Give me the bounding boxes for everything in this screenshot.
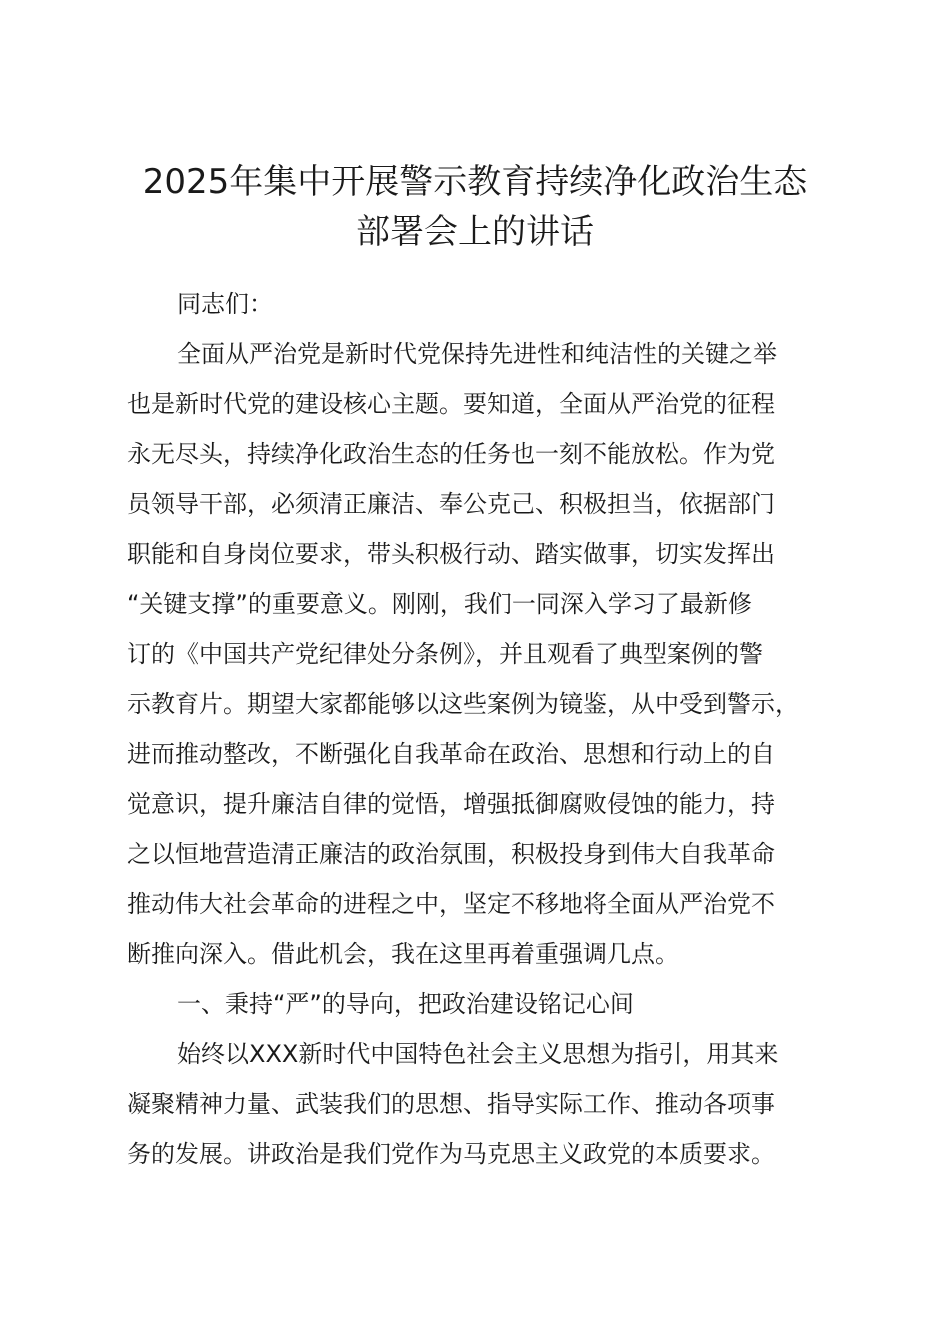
- section-heading: 一、秉持“严”的导向，把政治建设铭记心间: [177, 990, 634, 1018]
- body-line: 全面从严治党是新时代党保持先进性和纯洁性的关键之举: [177, 340, 777, 368]
- body-line: 之以恒地营造清正廉洁的政治氛围，积极投身到伟大自我革命: [127, 840, 775, 868]
- body-line: 订的《中国共产党纪律处分条例》，并且观看了典型案例的警: [127, 640, 763, 668]
- document-title-line-1: 2025年集中开展警示教育持续净化政治生态: [142, 162, 808, 202]
- body-line: 觉意识，提升廉洁自律的觉悟，增强抵御腐败侵蚀的能力，持: [127, 790, 775, 818]
- body-line: 示教育片。期望大家都能够以这些案例为镜鉴，从中受到警示，: [127, 690, 799, 718]
- body-line: 永无尽头，持续净化政治生态的任务也一刻不能放松。作为党: [127, 440, 775, 468]
- body-line: 也是新时代党的建设核心主题。要知道，全面从严治党的征程: [127, 390, 775, 418]
- body-line: 推动伟大社会革命的进程之中，坚定不移地将全面从严治党不: [127, 890, 775, 918]
- body-line: 断推向深入。借此机会，我在这里再着重强调几点。: [127, 940, 679, 968]
- body-line: 始终以XXX新时代中国特色社会主义思想为指引，用其来: [177, 1040, 779, 1068]
- body-line: 员领导干部，必须清正廉洁、奉公克己、积极担当，依据部门: [127, 490, 775, 518]
- salutation: 同志们：: [177, 290, 273, 318]
- body-line: 务的发展。讲政治是我们党作为马克思主义政党的本质要求。: [127, 1140, 775, 1168]
- body-line: “关键支撑”的重要意义。刚刚，我们一同深入学习了最新修: [127, 590, 752, 618]
- document-title-line-2: 部署会上的讲话: [356, 212, 594, 252]
- body-line: 凝聚精神力量、武装我们的思想、指导实际工作、推动各项事: [127, 1090, 775, 1118]
- body-line: 职能和自身岗位要求，带头积极行动、踏实做事，切实发挥出: [127, 540, 775, 568]
- body-line: 进而推动整改，不断强化自我革命在政治、思想和行动上的自: [127, 740, 775, 768]
